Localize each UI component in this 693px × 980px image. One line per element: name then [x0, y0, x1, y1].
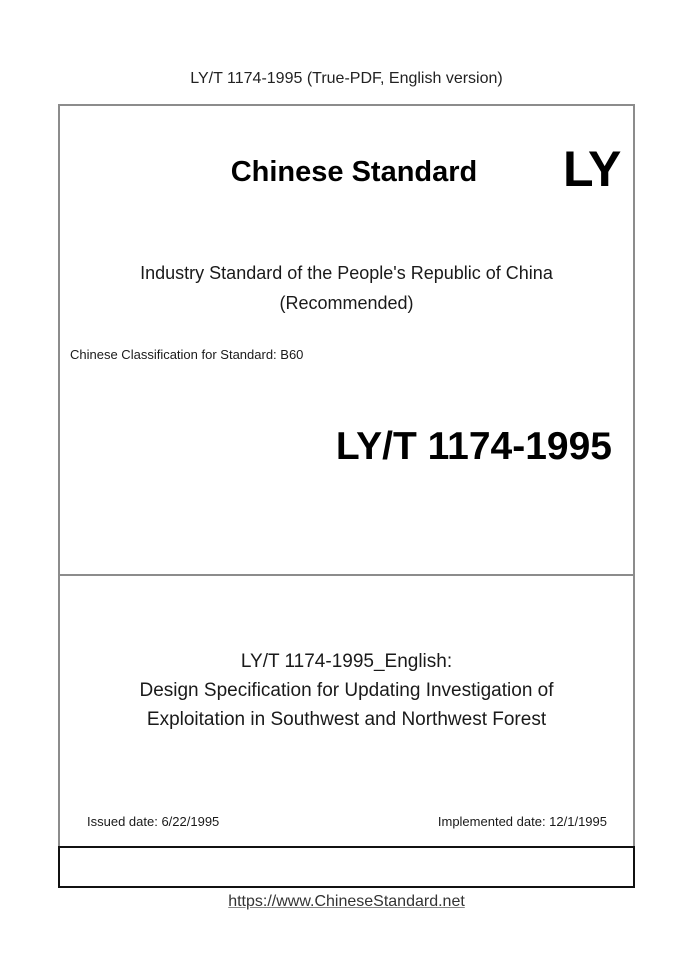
document-title-line-1: LY/T 1174-1995_English:	[240, 651, 453, 672]
classification-label: Chinese Classification for Standard: B60	[70, 347, 304, 362]
document-title-line-2: Design Specification for Updating Investigation of	[139, 680, 554, 701]
industry-line-1: Industry Standard of the People's Republic of China	[140, 263, 553, 283]
issued-date: Issued date: 6/22/1995	[87, 814, 220, 829]
website-link[interactable]: https://www.ChineseStandard.net	[228, 893, 465, 910]
footer	[0, 893, 693, 911]
cover-bottom-box	[58, 846, 635, 888]
document-header-title: LY/T 1174-1995 (True-PDF, English version)	[190, 70, 503, 87]
standard-number: LY/T 1174-1995	[335, 425, 612, 468]
implemented-date: Implemented date: 12/1/1995	[437, 814, 607, 829]
document-title	[0, 647, 693, 734]
document-title-line-3: Exploitation in Southwest and Northwest Forest	[146, 709, 547, 730]
standard-code-mark: LY	[563, 141, 621, 197]
cover-heading: Chinese Standard	[230, 156, 478, 188]
industry-line-2: (Recommended)	[279, 293, 414, 313]
industry-standard-label	[0, 258, 693, 318]
